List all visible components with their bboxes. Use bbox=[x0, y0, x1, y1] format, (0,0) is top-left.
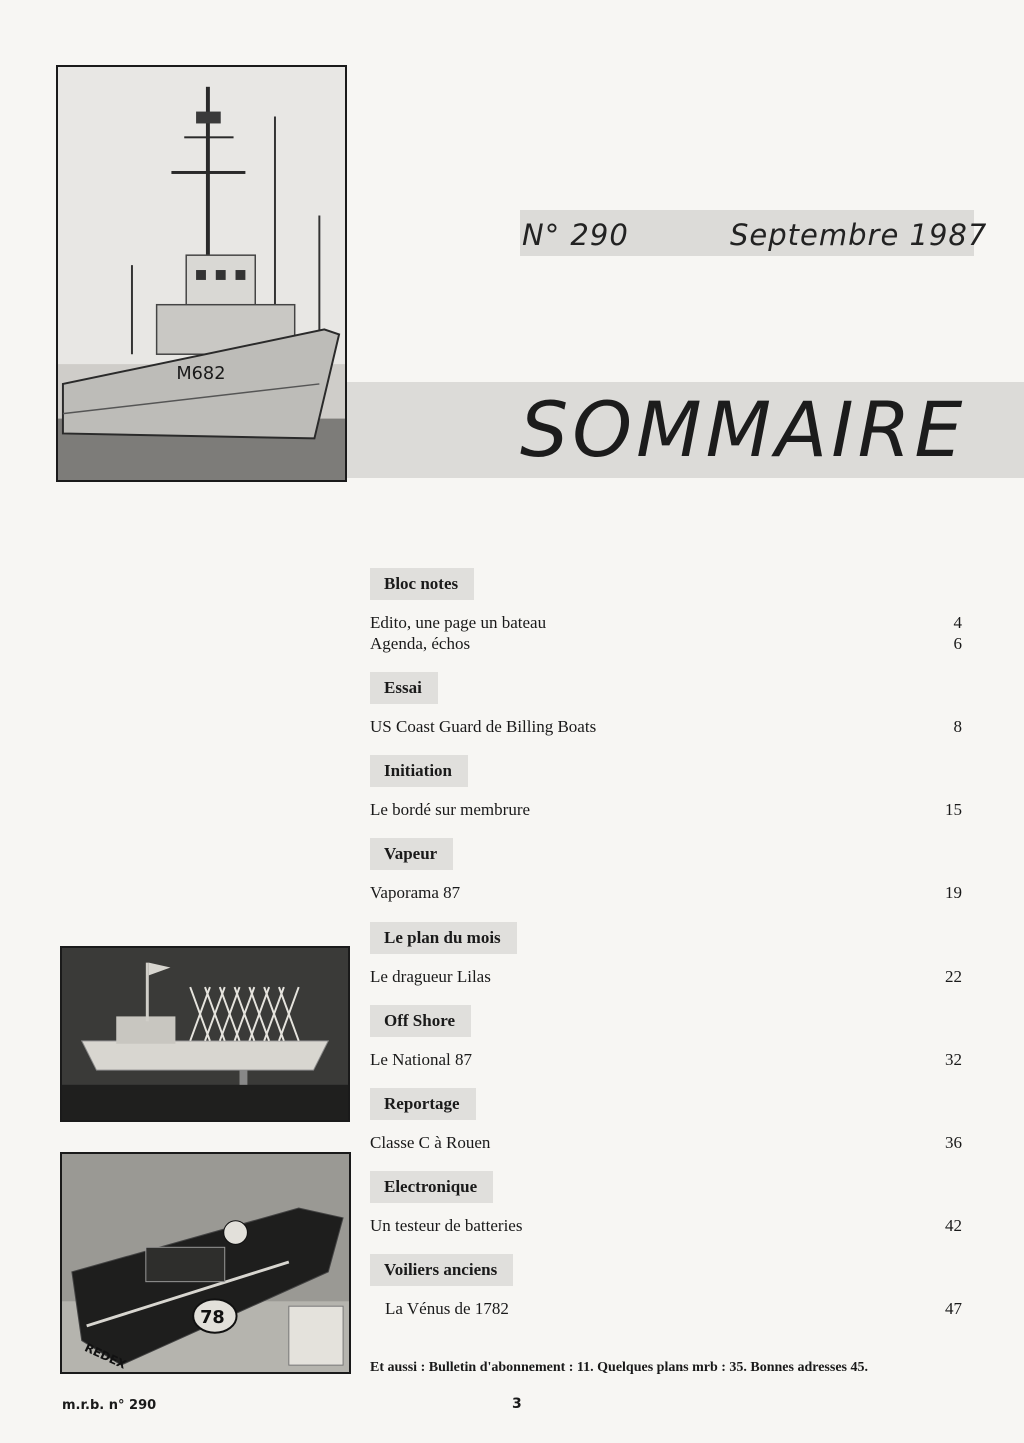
section-heading: Off Shore bbox=[370, 1005, 471, 1037]
section-initiation bbox=[370, 755, 962, 820]
entry-page: 15 bbox=[945, 800, 962, 819]
entry-title: Le National 87 bbox=[370, 1050, 472, 1069]
toc-entry bbox=[370, 633, 962, 654]
section-heading: Reportage bbox=[370, 1088, 476, 1120]
section-electronique bbox=[370, 1171, 962, 1236]
entry-title: Le dragueur Lilas bbox=[370, 967, 491, 986]
section-plan-du-mois bbox=[370, 922, 962, 987]
section-voiliers-anciens bbox=[370, 1254, 962, 1319]
entry-page: 4 bbox=[953, 613, 962, 632]
toc-entry bbox=[370, 1132, 962, 1153]
offshore-boat-photo bbox=[60, 1152, 351, 1374]
hull-number: M682 bbox=[176, 362, 226, 384]
entry-page: 6 bbox=[953, 634, 962, 653]
entry-title: Le bordé sur membrure bbox=[370, 800, 531, 819]
ship-photo bbox=[56, 65, 347, 482]
section-off-shore bbox=[370, 1005, 962, 1070]
page-title: SOMMAIRE bbox=[520, 385, 967, 474]
section-heading: Initiation bbox=[370, 755, 468, 787]
section-essai bbox=[370, 672, 962, 737]
section-heading: Bloc notes bbox=[370, 568, 474, 600]
toc-entry bbox=[370, 799, 962, 820]
entry-title: Agenda, échos bbox=[370, 634, 471, 653]
entry-page: 32 bbox=[945, 1050, 962, 1069]
toc-entry bbox=[370, 1215, 962, 1236]
section-vapeur bbox=[370, 838, 962, 903]
section-reportage bbox=[370, 1088, 962, 1153]
toc-entry bbox=[370, 882, 962, 903]
section-heading: Le plan du mois bbox=[370, 922, 517, 954]
section-bloc-notes bbox=[370, 568, 962, 654]
entry-page: 36 bbox=[945, 1133, 962, 1152]
toc-entry bbox=[370, 612, 962, 633]
footer-page-number: 3 bbox=[512, 1396, 522, 1412]
also-label: Et aussi : bbox=[370, 1360, 426, 1375]
issue-number: N° 290 bbox=[522, 218, 629, 252]
entry-title: Vaporama 87 bbox=[370, 883, 461, 902]
entry-title: Classe C à Rouen bbox=[370, 1133, 491, 1152]
entry-page: 8 bbox=[953, 717, 962, 736]
galley-model-photo bbox=[60, 946, 350, 1122]
toc-entry bbox=[370, 1049, 962, 1070]
section-heading: Voiliers anciens bbox=[370, 1254, 513, 1286]
toc-entry bbox=[370, 966, 962, 987]
footer-magazine: m.r.b. n° 290 bbox=[62, 1398, 157, 1413]
boat-brand: REDEX bbox=[82, 1340, 129, 1372]
entry-title: Un testeur de batteries bbox=[370, 1216, 523, 1235]
entry-title: La Vénus de 1782 bbox=[385, 1299, 509, 1318]
also-text: Bulletin d'abonnement : 11. Quelques plans mrb : 35. Bonnes adresses 45. bbox=[428, 1360, 868, 1375]
section-heading: Vapeur bbox=[370, 838, 453, 870]
section-heading: Essai bbox=[370, 672, 438, 704]
entry-page: 47 bbox=[945, 1299, 962, 1318]
toc-entry bbox=[370, 716, 962, 737]
section-heading: Electronique bbox=[370, 1171, 493, 1203]
also-line bbox=[370, 1360, 868, 1376]
entry-page: 22 bbox=[945, 967, 962, 986]
issue-date: Septembre 1987 bbox=[730, 218, 988, 252]
entry-title: US Coast Guard de Billing Boats bbox=[370, 717, 597, 736]
toc-entry bbox=[370, 1298, 962, 1319]
entry-title: Edito, une page un bateau bbox=[370, 613, 547, 632]
boat-number: 78 bbox=[200, 1307, 225, 1328]
entry-page: 19 bbox=[945, 883, 962, 902]
entry-page: 42 bbox=[945, 1216, 962, 1235]
